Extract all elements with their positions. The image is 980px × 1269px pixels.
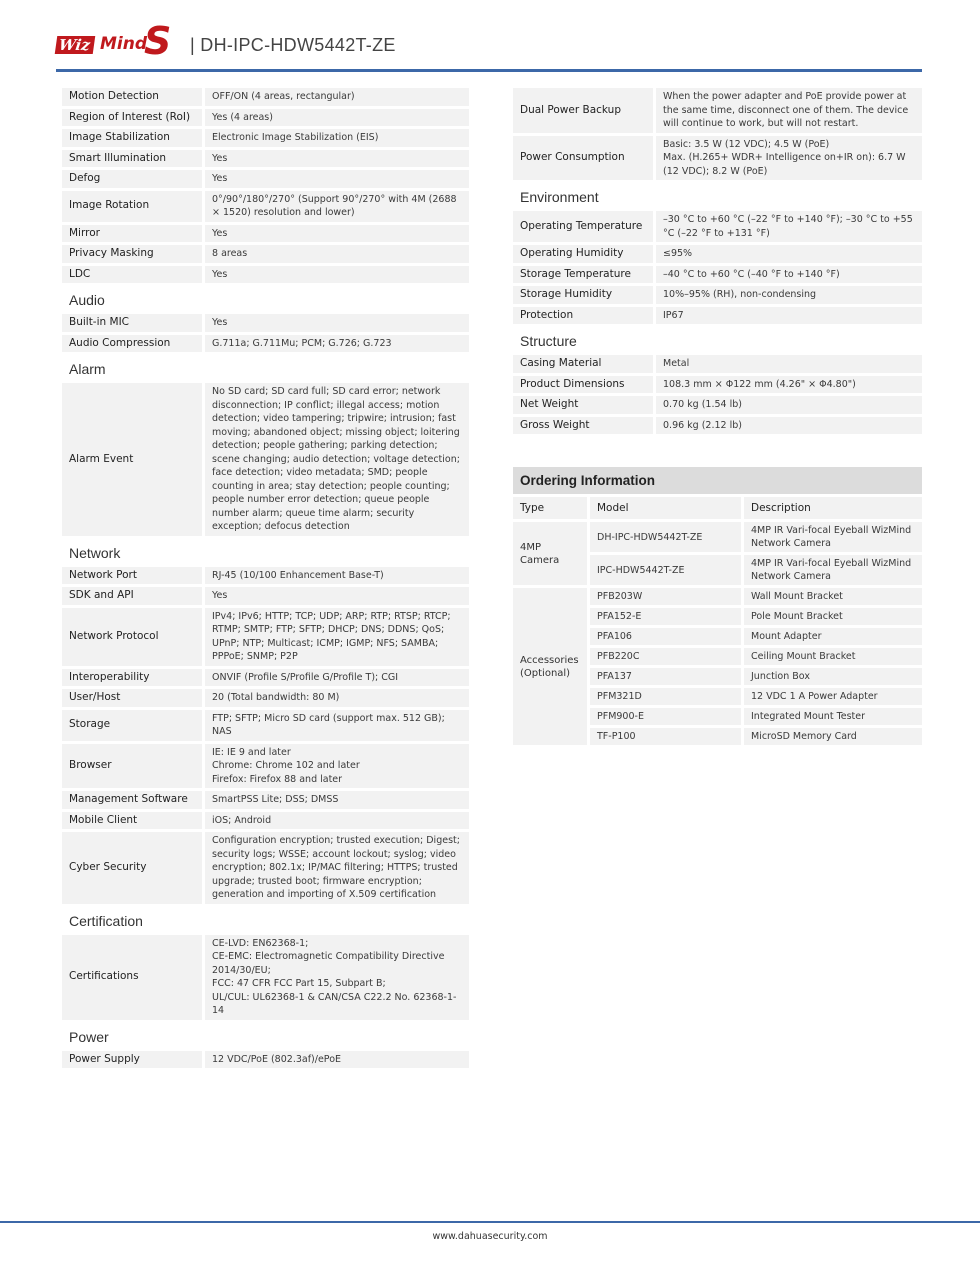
- network-section-title: Network: [69, 544, 121, 561]
- certification-spec-table: [62, 932, 469, 1023]
- spec-row: [62, 832, 469, 904]
- spec-row: [62, 129, 469, 147]
- ordering-model: TF-P100: [590, 728, 744, 745]
- spec-label: Image Rotation: [62, 191, 205, 222]
- spec-label: Browser: [62, 744, 205, 789]
- structure-section-title: Structure: [520, 333, 577, 349]
- spec-row: [513, 417, 922, 435]
- spec-label: Net Weight: [513, 396, 656, 414]
- ordering-model: PFM321D: [590, 688, 744, 705]
- spec-label: Region of Interest (RoI): [62, 109, 205, 127]
- ordering-description: Junction Box: [744, 668, 922, 685]
- spec-label: Image Stabilization: [62, 129, 205, 147]
- spec-row: [62, 791, 469, 809]
- footer-website-url: www.dahuasecurity.com: [432, 1231, 548, 1242]
- logo-wiz-text: Wiz: [55, 36, 95, 54]
- spec-label: Management Software: [62, 791, 205, 809]
- ordering-description: Ceiling Mount Bracket: [744, 648, 922, 665]
- spec-value: 12 VDC/PoE (802.3af)/ePoE: [205, 1051, 469, 1069]
- spec-label: Casing Material: [513, 355, 656, 373]
- spec-value: IP67: [656, 307, 922, 325]
- spec-value: 10%–95% (RH), non-condensing: [656, 286, 922, 304]
- ordering-description: 4MP IR Vari-focal Eyeball WizMind Network Camera: [744, 555, 922, 585]
- spec-value: No SD card; SD card full; SD card error; network disconnection; IP conflict; illegal access; motion detection; video tampering; tripwire; intrusion; fast moving; abandoned object; missing object; loitering detection; people gathering; parking detection; scene changing; audio detection; voltage detection; face detection; video metadata; SMD; people counting in area; stay detection; people counting; people number error detection; queue people number alarm; queue time alarm; security exception; defocus detection: [205, 383, 469, 536]
- spec-label: Privacy Masking: [62, 245, 205, 263]
- spec-value: OFF/ON (4 areas, rectangular): [205, 88, 469, 106]
- spec-row: [513, 245, 922, 263]
- spec-row: [513, 307, 922, 325]
- ordering-model: PFA152-E: [590, 608, 744, 625]
- logo-mind-text: Mind: [100, 34, 148, 54]
- spec-label: Dual Power Backup: [513, 88, 656, 133]
- spec-value: 0.96 kg (2.12 lb): [656, 417, 922, 435]
- spec-value: Yes (4 areas): [205, 109, 469, 127]
- model-title: | DH-IPC-HDW5442T-ZE: [190, 35, 396, 55]
- spec-value: –40 °C to +60 °C (–40 °F to +140 °F): [656, 266, 922, 284]
- power-details-table: [513, 85, 922, 183]
- ordering-model: PFM900-E: [590, 708, 744, 725]
- spec-row: [62, 191, 469, 222]
- spec-label: Certifications: [62, 935, 205, 1020]
- spec-label: Power Supply: [62, 1051, 205, 1069]
- spec-label: Storage Humidity: [513, 286, 656, 304]
- ordering-description: 12 VDC 1 A Power Adapter: [744, 688, 922, 705]
- spec-value: IPv4; IPv6; HTTP; TCP; UDP; ARP; RTP; RTSP; RTCP; RTMP; SMTP; FTP; SFTP; DHCP; DNS; DDNS; QoS; UPnP; NTP; Multicast; ICMP; IGMP; NFS; SAMBA; PPPoE; SNMP; P2P: [205, 608, 469, 666]
- audio-section-title: Audio: [69, 292, 105, 308]
- spec-label: User/Host: [62, 689, 205, 707]
- spec-row: [62, 266, 469, 284]
- power-spec-table: [62, 1048, 469, 1072]
- spec-row: [513, 355, 922, 373]
- ordering-header-row: [513, 497, 922, 519]
- spec-row: [513, 211, 922, 242]
- ordering-description: Wall Mount Bracket: [744, 588, 922, 605]
- ordering-description: 4MP IR Vari-focal Eyeball WizMind Network Camera: [744, 522, 922, 552]
- environment-section-title: Environment: [520, 189, 599, 205]
- spec-value: CE-LVD: EN62368-1; CE-EMC: Electromagnetic Compatibility Directive 2014/30/EU; FCC: 47 CFR FCC Part 15, Subpart B; UL/CUL: UL62368-1 & CAN/CSA C22.2 No. 62368-1-14: [205, 935, 469, 1020]
- spec-value: Yes: [205, 225, 469, 243]
- certification-section-title: Certification: [69, 912, 143, 929]
- environment-spec-table: [513, 208, 922, 327]
- spec-value: SmartPSS Lite; DSS; DMSS: [205, 791, 469, 809]
- spec-row: [62, 710, 469, 741]
- spec-row: [62, 225, 469, 243]
- spec-label: LDC: [62, 266, 205, 284]
- spec-row: [62, 383, 469, 536]
- spec-label: Audio Compression: [62, 335, 205, 353]
- alarm-section-title: Alarm: [69, 361, 106, 377]
- spec-value: Yes: [205, 587, 469, 605]
- spec-value: 20 (Total bandwidth: 80 M): [205, 689, 469, 707]
- spec-value: ≤95%: [656, 245, 922, 263]
- spec-value: 108.3 mm × Φ122 mm (4.26" × Φ4.80"): [656, 376, 922, 394]
- power-section-title: Power: [69, 1028, 109, 1045]
- spec-value: Yes: [205, 314, 469, 332]
- spec-value: G.711a; G.711Mu; PCM; G.726; G.723: [205, 335, 469, 353]
- spec-label: Smart Illumination: [62, 150, 205, 168]
- spec-row: [62, 669, 469, 687]
- ordering-description: Pole Mount Bracket: [744, 608, 922, 625]
- spec-row: [62, 1051, 469, 1069]
- spec-value: Metal: [656, 355, 922, 373]
- spec-value: When the power adapter and PoE provide power at the same time, disconnect one of them. The device will continue to work, but will not restart.: [656, 88, 922, 133]
- structure-spec-table: [513, 352, 922, 437]
- ordering-model: DH-IPC-HDW5442T-ZE: [590, 522, 744, 552]
- audio-spec-table: [62, 311, 469, 355]
- ordering-description: MicroSD Memory Card: [744, 728, 922, 745]
- spec-label: Operating Humidity: [513, 245, 656, 263]
- spec-label: Interoperability: [62, 669, 205, 687]
- spec-value: Basic: 3.5 W (12 VDC); 4.5 W (PoE) Max. (H.265+ WDR+ Intelligence on+IR on): 6.7 W (12 VDC); 8.2 W (PoE): [656, 136, 922, 181]
- spec-row: [62, 109, 469, 127]
- accessories-type-cell: Accessories (Optional): [513, 588, 590, 745]
- spec-row: [62, 744, 469, 789]
- spec-row: [62, 314, 469, 332]
- spec-row: [62, 245, 469, 263]
- spec-label: Power Consumption: [513, 136, 656, 181]
- spec-row: [62, 608, 469, 666]
- spec-value: Yes: [205, 170, 469, 188]
- spec-value: Yes: [205, 150, 469, 168]
- spec-value: Configuration encryption; trusted execution; Digest; security logs; WSSE; account lockout; syslog; video encryption; 802.1x; IP/MAC filtering; HTTPS; trusted upgrade; trusted boot; firmware encryption; generation and importing of X.509 certification: [205, 832, 469, 904]
- spec-label: Network Protocol: [62, 608, 205, 666]
- page-header: [56, 19, 922, 70]
- spec-row: [62, 335, 469, 353]
- spec-row: [513, 286, 922, 304]
- spec-row: [62, 689, 469, 707]
- ordering-section-title: Ordering Information: [513, 467, 922, 494]
- spec-value: Yes: [205, 266, 469, 284]
- spec-label: Motion Detection: [62, 88, 205, 106]
- spec-value: FTP; SFTP; Micro SD card (support max. 512 GB); NAS: [205, 710, 469, 741]
- spec-label: Network Port: [62, 567, 205, 585]
- spec-row: [62, 88, 469, 106]
- alarm-spec-table: [62, 380, 469, 539]
- left-column: [62, 85, 469, 1071]
- video-spec-table: [62, 85, 469, 286]
- ordering-model: IPC-HDW5442T-ZE: [590, 555, 744, 585]
- ordering-description: Integrated Mount Tester: [744, 708, 922, 725]
- spec-label: Alarm Event: [62, 383, 205, 536]
- spec-row: [513, 376, 922, 394]
- ordering-model: PFB203W: [590, 588, 744, 605]
- spec-row: [62, 935, 469, 1020]
- spec-label: Operating Temperature: [513, 211, 656, 242]
- footer-divider: [0, 1221, 980, 1223]
- right-column: [513, 85, 922, 748]
- spec-value: RJ-45 (10/100 Enhancement Base-T): [205, 567, 469, 585]
- column-header-type: Type: [513, 497, 590, 519]
- spec-label: Storage Temperature: [513, 266, 656, 284]
- spec-row: [62, 587, 469, 605]
- ordering-model: PFB220C: [590, 648, 744, 665]
- spec-label: Product Dimensions: [513, 376, 656, 394]
- spec-label: SDK and API: [62, 587, 205, 605]
- spec-label: Built-in MIC: [62, 314, 205, 332]
- logo-s-mark: S: [144, 19, 172, 63]
- spec-row: [513, 266, 922, 284]
- column-header-description: Description: [744, 497, 922, 519]
- ordering-model: PFA137: [590, 668, 744, 685]
- ordering-model: PFA106: [590, 628, 744, 645]
- spec-label: Defog: [62, 170, 205, 188]
- spec-value: 0.70 kg (1.54 lb): [656, 396, 922, 414]
- spec-value: IE: IE 9 and later Chrome: Chrome 102 and later Firefox: Firefox 88 and later: [205, 744, 469, 789]
- spec-row: [62, 567, 469, 585]
- spec-label: Mobile Client: [62, 812, 205, 830]
- spec-row: [62, 170, 469, 188]
- spec-value: Electronic Image Stabilization (EIS): [205, 129, 469, 147]
- spec-value: –30 °C to +60 °C (–22 °F to +140 °F); –30 °C to +55 °C (–22 °F to +131 °F): [656, 211, 922, 242]
- spec-row: [513, 136, 922, 181]
- spec-value: iOS; Android: [205, 812, 469, 830]
- ordering-row: [513, 522, 922, 552]
- spec-label: Cyber Security: [62, 832, 205, 904]
- spec-value: 0°/90°/180°/270° (Support 90°/270° with 4M (2688 × 1520) resolution and lower): [205, 191, 469, 222]
- column-header-model: Model: [590, 497, 744, 519]
- spec-row: [513, 396, 922, 414]
- spec-row: [62, 150, 469, 168]
- spec-value: 8 areas: [205, 245, 469, 263]
- network-spec-table: [62, 564, 469, 907]
- ordering-row: [513, 588, 922, 605]
- wizmind-logo: [56, 19, 186, 64]
- spec-label: Storage: [62, 710, 205, 741]
- spec-value: ONVIF (Profile S/Profile G/Profile T); CGI: [205, 669, 469, 687]
- spec-row: [62, 812, 469, 830]
- spec-label: Gross Weight: [513, 417, 656, 435]
- ordering-table: [513, 494, 922, 748]
- camera-type-cell: 4MP Camera: [513, 522, 590, 585]
- spec-label: Protection: [513, 307, 656, 325]
- header-divider: [56, 69, 922, 72]
- ordering-description: Mount Adapter: [744, 628, 922, 645]
- spec-row: [513, 88, 922, 133]
- spec-label: Mirror: [62, 225, 205, 243]
